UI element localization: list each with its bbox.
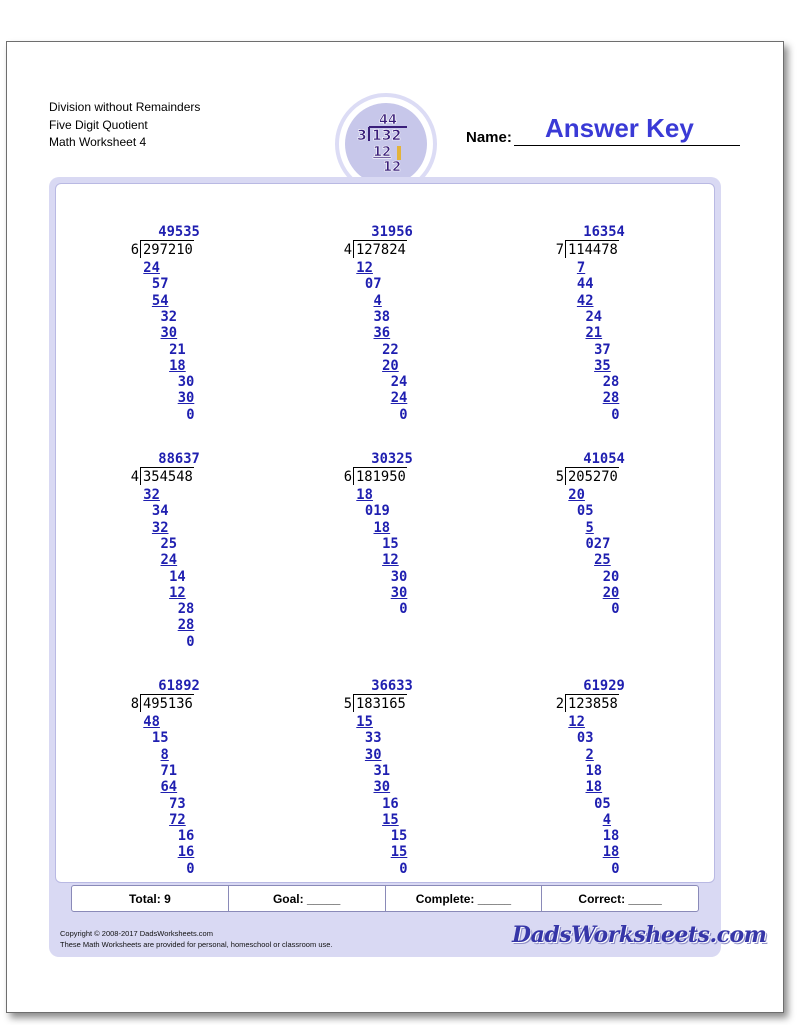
quotient: 16354 (583, 224, 625, 240)
subtraction-step: 18 (585, 779, 603, 796)
dividend: 127824 (356, 242, 406, 258)
remainder-step: 15 (390, 828, 408, 845)
logo-digit-step: 12 (373, 145, 392, 160)
division-logo-icon (345, 103, 427, 185)
subtraction-step: 32 (151, 519, 169, 536)
subtraction-step: 30 (390, 584, 408, 601)
division-problem (551, 678, 691, 878)
dividend: 181950 (356, 469, 406, 485)
remainder-step: 57 (151, 276, 169, 293)
subtraction-step: 15 (356, 714, 373, 730)
dividend: 183165 (356, 696, 406, 712)
quotient: 41054 (583, 451, 625, 467)
quotient: 61929 (583, 678, 625, 694)
subtraction-step: 18 (373, 519, 391, 536)
division-bracket-top (565, 467, 619, 468)
division-bracket-top (353, 240, 407, 241)
divisor: 4 (343, 242, 352, 258)
dividend: 297210 (143, 242, 193, 258)
subtraction-step: 35 (594, 357, 611, 374)
subtraction-step: 25 (594, 552, 611, 569)
remainder-step: 25 (160, 535, 178, 552)
remainder-step: 20 (602, 568, 620, 585)
division-problem (126, 451, 266, 651)
remainder-step: 44 (576, 276, 594, 293)
division-problem (126, 224, 266, 424)
remainder-step: 03 (576, 730, 594, 747)
subtraction-step: 54 (151, 292, 169, 309)
division-bracket-side (140, 467, 141, 485)
divisor: 5 (343, 696, 352, 712)
division-problem (339, 678, 479, 878)
division-bracket-top (565, 694, 619, 695)
remainder-step: 019 (364, 503, 390, 520)
remainder-step: 15 (382, 535, 399, 552)
logo-digit-dividend: 132 (372, 128, 402, 144)
remainder-step: 71 (160, 762, 178, 779)
quotient: 36633 (371, 678, 413, 694)
remainder-step: 22 (382, 341, 399, 358)
subtraction-step: 24 (390, 390, 408, 407)
subtraction-step: 24 (143, 260, 160, 276)
remainder-step: 07 (364, 276, 382, 293)
logo-digit-divisor: 3 (357, 128, 367, 144)
division-bracket-side (565, 240, 566, 258)
remainder-step: 0 (399, 860, 408, 877)
remainder-step: 0 (399, 601, 408, 618)
divisor: 2 (555, 696, 564, 712)
division-bracket-side (565, 467, 566, 485)
quotient: 61892 (158, 678, 200, 694)
logo-digit-remainder: 12 (383, 160, 402, 175)
worksheet-number: Math Worksheet 4 (49, 135, 147, 149)
subtraction-step: 20 (602, 584, 620, 601)
subtraction-step: 64 (160, 779, 178, 796)
subtraction-step: 36 (373, 325, 391, 342)
subtraction-step: 48 (143, 714, 160, 730)
subtraction-step: 32 (143, 487, 160, 503)
logo-badge (345, 103, 427, 185)
subtraction-step: 20 (382, 357, 399, 374)
name-label: Name: (466, 129, 512, 146)
dividend: 495136 (143, 696, 193, 712)
correct-cell[interactable]: Correct: _____ (578, 891, 662, 906)
division-bracket-side (565, 694, 566, 712)
remainder-step: 38 (373, 308, 391, 325)
remainder-step: 05 (594, 795, 611, 812)
division-problem (339, 224, 479, 424)
remainder-step: 28 (177, 601, 195, 618)
remainder-step: 05 (576, 503, 594, 520)
remainder-step: 16 (382, 795, 399, 812)
divisor: 6 (130, 242, 139, 258)
quotient: 31956 (371, 224, 413, 240)
subtraction-step: 16 (177, 844, 195, 861)
quotient: 49535 (158, 224, 200, 240)
subtraction-step: 8 (160, 746, 169, 763)
remainder-step: 0 (611, 860, 620, 877)
remainder-step: 18 (602, 828, 620, 845)
division-bracket-top (140, 240, 194, 241)
remainder-step: 33 (364, 730, 382, 747)
remainder-step: 24 (390, 374, 408, 391)
subtraction-step: 18 (169, 357, 186, 374)
subtraction-step: 30 (160, 325, 178, 342)
division-bracket-top (140, 694, 194, 695)
goal-cell[interactable]: Goal: _____ (229, 886, 386, 911)
subtraction-step: 42 (576, 292, 594, 309)
copyright-notice (60, 928, 333, 950)
remainder-step: 18 (585, 762, 603, 779)
subtraction-step: 28 (602, 390, 620, 407)
dividend: 123858 (568, 696, 618, 712)
subtraction-step: 7 (576, 260, 586, 276)
remainder-step: 0 (611, 406, 620, 423)
remainder-step: 0 (186, 406, 195, 423)
subtraction-step: 12 (356, 260, 373, 276)
remainder-step: 0 (186, 633, 195, 650)
division-bracket-top (140, 467, 194, 468)
subtraction-step: 5 (585, 519, 594, 536)
divisor: 5 (555, 469, 564, 485)
remainder-step: 28 (602, 374, 620, 391)
division-bracket-top (353, 694, 407, 695)
remainder-step: 0 (399, 406, 408, 423)
division-bracket-side (353, 467, 354, 485)
subtraction-step: 15 (382, 811, 399, 828)
quotient: 30325 (371, 451, 413, 467)
remainder-step: 37 (594, 341, 611, 358)
subtraction-step: 4 (373, 292, 382, 309)
logo-digit-quotient: 44 (379, 113, 398, 128)
score-bar (71, 885, 699, 912)
subtraction-step: 72 (169, 811, 186, 828)
subtraction-step: 4 (602, 811, 611, 828)
subtraction-step: 12 (568, 714, 585, 730)
copyright-line: Copyright © 2008-2017 DadsWorksheets.com (60, 929, 213, 938)
dividend: 114478 (568, 242, 618, 258)
division-problem (339, 451, 479, 651)
remainder-step: 15 (151, 730, 169, 747)
remainder-step: 0 (611, 601, 620, 618)
dividend: 354548 (143, 469, 193, 485)
division-problem (126, 678, 266, 878)
divisor: 7 (555, 242, 564, 258)
total-cell: Total: 9 (72, 886, 229, 911)
subtraction-step: 15 (390, 844, 408, 861)
remainder-step: 30 (177, 374, 195, 391)
remainder-step: 16 (177, 828, 195, 845)
division-bracket-top (353, 467, 407, 468)
remainder-step: 24 (585, 308, 603, 325)
remainder-step: 0 (186, 860, 195, 877)
brand-logo[interactable]: DadsWorksheets.com (512, 922, 767, 948)
subtraction-step: 18 (356, 487, 373, 503)
divisor: 6 (343, 469, 352, 485)
subtraction-step: 12 (169, 584, 186, 601)
usage-line: These Math Worksheets are provided for personal, homeschool or classroom use. (60, 940, 333, 949)
subtraction-step: 18 (602, 844, 620, 861)
complete-cell[interactable]: Complete: _____ (386, 886, 543, 911)
divisor: 8 (130, 696, 139, 712)
remainder-step: 21 (169, 341, 186, 358)
subtraction-step: 28 (177, 617, 195, 634)
division-bracket-side (353, 240, 354, 258)
subtraction-step: 30 (364, 746, 382, 763)
subtraction-step: 24 (160, 552, 178, 569)
answer-key-label: Answer Key (545, 113, 694, 143)
dividend: 205270 (568, 469, 618, 485)
division-problem (551, 451, 691, 651)
remainder-step: 31 (373, 762, 391, 779)
subtraction-step: 21 (585, 325, 603, 342)
subtraction-step: 20 (568, 487, 585, 503)
subtraction-step: 30 (373, 779, 391, 796)
worksheet-header (49, 99, 200, 152)
division-problem (551, 224, 691, 424)
subtraction-step: 12 (382, 552, 399, 569)
worksheet-title: Division without Remainders (49, 100, 201, 114)
remainder-step: 32 (160, 308, 178, 325)
remainder-step: 027 (585, 535, 611, 552)
quotient: 88637 (158, 451, 200, 467)
remainder-step: 14 (169, 568, 186, 585)
worksheet-subtitle: Five Digit Quotient (49, 117, 148, 132)
division-bracket-top (565, 240, 619, 241)
remainder-step: 73 (169, 795, 186, 812)
division-bracket-side (140, 694, 141, 712)
subtraction-step: 2 (585, 746, 594, 763)
division-bracket-side (353, 694, 354, 712)
remainder-step: 34 (151, 503, 169, 520)
name-field-line[interactable] (514, 145, 740, 146)
remainder-step: 30 (390, 568, 408, 585)
divisor: 4 (130, 469, 139, 485)
subtraction-step: 30 (177, 390, 195, 407)
division-bracket-side (140, 240, 141, 258)
